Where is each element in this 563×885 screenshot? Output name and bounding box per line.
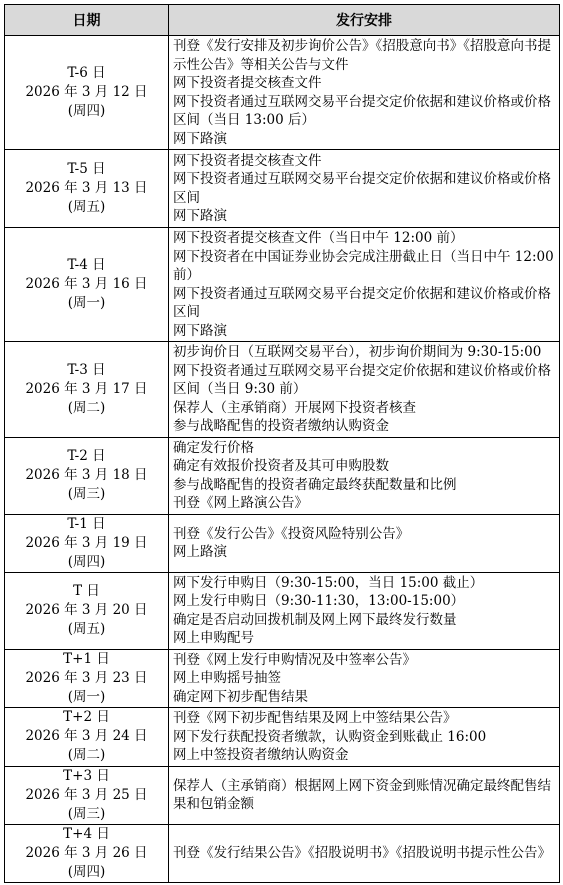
header-date: 日期 xyxy=(5,5,169,36)
schedule-table-wrapper xyxy=(4,4,560,883)
date-cell xyxy=(5,572,169,649)
date-cell xyxy=(5,824,169,882)
table-row xyxy=(5,36,560,150)
arrangement-cell xyxy=(169,514,560,572)
table-row xyxy=(5,708,560,767)
arrangement-item: 网下路演 xyxy=(173,130,227,147)
weekday-label: (周一) xyxy=(67,295,106,311)
arrangement-item: 刊登《网上发行申购情况及中签率公告》 xyxy=(173,651,416,668)
date-label: 2026 年 3 月 13 日 xyxy=(25,180,148,196)
arrangement-item: 网下投资者提交核查文件（当日中午 12:00 前） xyxy=(173,230,464,246)
arrangement-cell xyxy=(169,708,560,767)
arrangement-item: 确定是否启动回拨机制及网上网下最终发行数量 xyxy=(173,611,457,628)
table-row xyxy=(5,342,560,438)
arrangement-item: 网下投资者通过互联网交易平台提交定价依据和建议价格或价格区间 xyxy=(173,171,551,206)
arrangement-item: 网上申购摇号抽签 xyxy=(173,670,281,686)
arrangement-item: 网下投资者在中国证券业协会完成注册截止日（当日中午 12:00 前） xyxy=(173,248,554,283)
date-label: 2026 年 3 月 24 日 xyxy=(25,728,148,745)
table-row xyxy=(5,514,560,572)
arrangement-item: 网下路演 xyxy=(173,322,227,339)
arrangement-cell xyxy=(169,437,560,514)
day-label: T-5 日 xyxy=(67,161,106,177)
header-arrangement: 发行安排 xyxy=(169,5,560,36)
date-cell xyxy=(5,342,169,438)
day-label: T-4 日 xyxy=(67,257,106,273)
table-header-row xyxy=(5,5,560,36)
date-label: 2026 年 3 月 25 日 xyxy=(25,786,148,803)
date-cell xyxy=(5,708,169,767)
weekday-label: (周四) xyxy=(67,863,106,880)
arrangement-item: 确定发行价格 xyxy=(173,439,254,456)
date-cell xyxy=(5,150,169,228)
day-label: T-2 日 xyxy=(67,448,106,464)
arrangement-item: 刊登《网上路演公告》 xyxy=(173,495,308,511)
table-row xyxy=(5,572,560,649)
table-body xyxy=(5,36,560,883)
arrangement-cell xyxy=(169,150,560,228)
weekday-label: (周二) xyxy=(67,399,106,416)
date-cell xyxy=(5,514,169,572)
date-label: 2026 年 3 月 16 日 xyxy=(25,276,148,292)
arrangement-item: 刊登《发行结果公告》《招股说明书》《招股说明书提示性公告》 xyxy=(173,844,551,861)
day-label: T+2 日 xyxy=(63,709,110,726)
arrangement-item: 网下投资者通过互联网交易平台提交定价依据和建议价格或价格区间 xyxy=(173,285,551,320)
arrangement-item: 网上发行申购日（9:30-11:30，13:00-15:00） xyxy=(173,593,465,609)
weekday-label: (周二) xyxy=(67,747,106,764)
arrangement-item: 刊登《网下初步配售结果及网上中签结果公告》 xyxy=(173,710,457,726)
date-cell xyxy=(5,437,169,514)
arrangement-item: 网下投资者通过互联网交易平台提交定价依据和建议价格或价格区间（当日 9:30 前） xyxy=(173,362,551,397)
date-label: 2026 年 3 月 18 日 xyxy=(25,467,148,483)
date-cell xyxy=(5,766,169,824)
weekday-label: (周一) xyxy=(67,688,106,705)
table-row xyxy=(5,228,560,342)
day-label: T-3 日 xyxy=(67,361,106,378)
arrangement-item: 保荐人（主承销商）根据网上网下资金到账情况确定最终配售结果和包销金额 xyxy=(173,777,551,812)
date-label: 2026 年 3 月 17 日 xyxy=(25,380,148,397)
day-label: T+1 日 xyxy=(63,650,110,667)
table-row xyxy=(5,437,560,514)
arrangement-item: 网上路演 xyxy=(173,544,227,560)
arrangement-item: 网上申购配号 xyxy=(173,630,254,646)
arrangement-cell xyxy=(169,342,560,438)
arrangement-item: 网下发行申购日（9:30-15:00，当日 15:00 截止） xyxy=(173,574,484,591)
table-row xyxy=(5,766,560,824)
table-row xyxy=(5,649,560,708)
date-cell xyxy=(5,228,169,342)
arrangement-item: 保荐人（主承销商）开展网下投资者核查 xyxy=(173,399,416,416)
date-label: 2026 年 3 月 20 日 xyxy=(25,602,148,618)
arrangement-item: 确定网下初步配售结果 xyxy=(173,688,308,705)
date-label: 2026 年 3 月 12 日 xyxy=(25,84,148,100)
weekday-label: (周三) xyxy=(67,805,106,822)
arrangement-item: 网下发行获配投资者缴款，认购资金到账截止 16:00 xyxy=(173,728,487,745)
arrangement-item: 初步询价日（互联网交易平台），初步询价期间为 9:30-15:00 xyxy=(173,344,542,360)
weekday-label: (周四) xyxy=(67,103,106,119)
arrangement-item: 刊登《发行安排及初步询价公告》《招股意向书》《招股意向书提示性公告》等相关公告与文件 xyxy=(173,38,551,73)
weekday-label: (周三) xyxy=(67,486,106,502)
issuance-schedule-table xyxy=(4,4,560,883)
date-label: 2026 年 3 月 23 日 xyxy=(25,669,148,686)
arrangement-cell xyxy=(169,649,560,708)
arrangement-item: 参与战略配售的投资者缴纳认购资金 xyxy=(173,418,389,434)
day-label: T 日 xyxy=(73,583,100,599)
arrangement-item: 网上中签投资者缴纳认购资金 xyxy=(173,747,349,763)
arrangement-item: 网下投资者提交核查文件 xyxy=(173,75,322,91)
arrangement-item: 参与战略配售的投资者确定最终获配数量和比例 xyxy=(173,476,457,493)
weekday-label: (周五) xyxy=(67,199,106,215)
arrangement-cell xyxy=(169,228,560,342)
arrangement-cell xyxy=(169,572,560,649)
day-label: T+3 日 xyxy=(63,767,110,784)
date-label: 2026 年 3 月 19 日 xyxy=(25,534,148,551)
arrangement-item: 网下投资者提交核查文件 xyxy=(173,152,322,169)
arrangement-cell xyxy=(169,766,560,824)
arrangement-cell xyxy=(169,824,560,882)
arrangement-item: 确定有效报价投资者及其可申购股数 xyxy=(173,458,389,474)
day-label: T-6 日 xyxy=(67,65,106,81)
arrangement-item: 刊登《发行公告》《投资风险特别公告》 xyxy=(173,525,410,542)
day-label: T+4 日 xyxy=(63,825,110,842)
table-row xyxy=(5,150,560,228)
weekday-label: (周四) xyxy=(67,553,106,570)
arrangement-item: 网下路演 xyxy=(173,208,227,224)
weekday-label: (周五) xyxy=(67,621,106,637)
day-label: T-1 日 xyxy=(67,515,106,532)
date-cell xyxy=(5,649,169,708)
arrangement-item: 网下投资者通过互联网交易平台提交定价依据和建议价格或价格区间（当日 13:00 后） xyxy=(173,93,551,128)
table-row xyxy=(5,824,560,882)
date-label: 2026 年 3 月 26 日 xyxy=(25,844,148,861)
arrangement-cell xyxy=(169,36,560,150)
date-cell xyxy=(5,36,169,150)
